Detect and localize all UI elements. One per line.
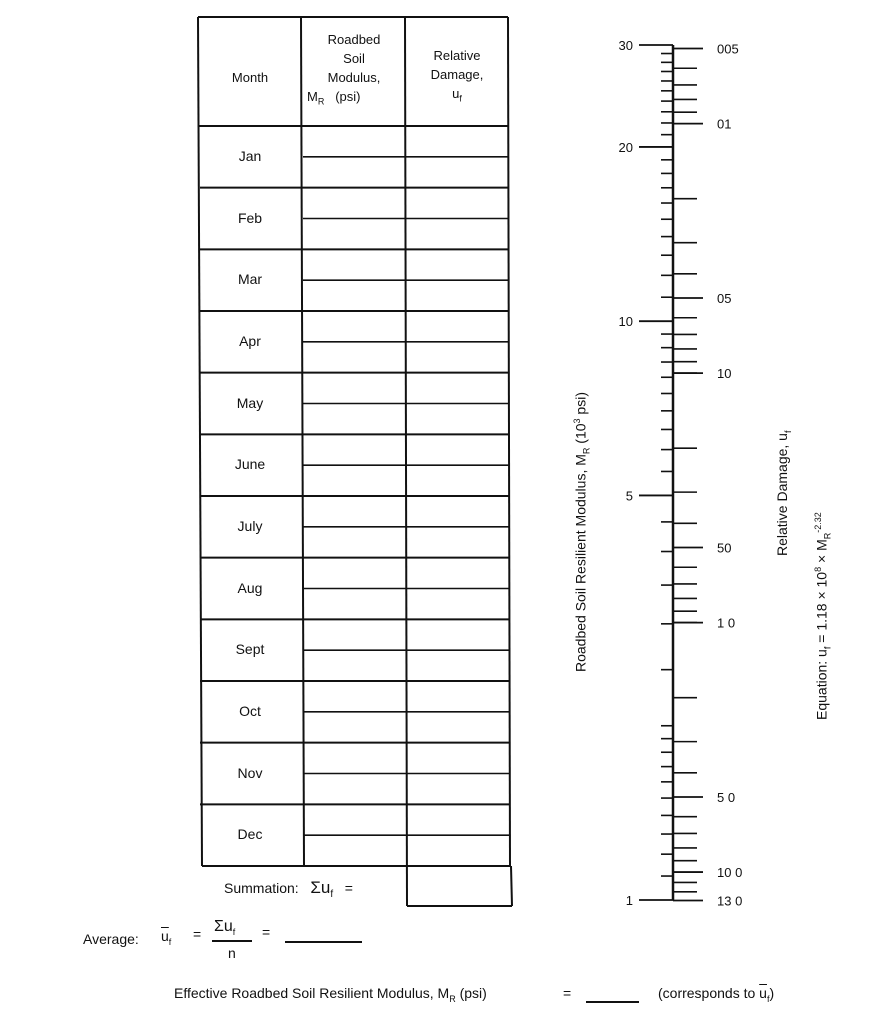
equation-prefix: Equation: u [813,649,830,720]
damage-tick-label: 01 [717,116,732,132]
damage-tick-label: 13 0 [717,893,743,909]
month-label: May [236,394,264,411]
damage-tick-label: 10 [717,366,732,382]
average-equals-2: = [262,924,271,940]
effective-text: Effective Roadbed Soil Resilient Modulus, M [174,985,450,1001]
average-u-sub: f [168,936,172,947]
damage-tick-label: 05 [717,290,732,306]
header-modulus-line3: Modulus, [327,70,381,85]
equation-sub2: R [822,532,833,540]
damage-tick-label: 1 0 [717,615,736,631]
header-mr-unit: (psi) [335,89,361,104]
equation-sup: -2.32 [813,512,823,533]
month-label: Jan [238,147,262,164]
month-label: Nov [237,764,263,781]
left-axis-unit-pre: (10 [572,423,589,448]
average-numerator-symbol: Σu [214,918,233,935]
left-axis-unit-sup: 3 [572,418,582,424]
month-label: Aug [237,579,263,596]
header-damage-line1: Relative [433,48,481,63]
summation-symbol: Σu [310,878,331,897]
left-axis-label [572,392,591,672]
month-label: Dec [237,826,263,843]
header-damage-line2: Damage, [430,67,484,82]
right-axis-label [774,431,793,556]
effective-note-u: $\overline{u}$ [759,985,767,1001]
header-month: Month [231,70,269,85]
average-equals-1: = [193,926,202,942]
right-axis-label-text: Relative Damage, u [774,433,790,556]
modulus-tick-label: 5 [625,488,633,504]
modulus-tick-label: 10 [618,314,633,330]
equation-label [813,512,832,720]
effective-sub: R [449,993,456,1004]
header-mr-symbol: M [307,89,318,104]
left-axis-label-sub: R [581,447,592,455]
equation-x: × M [813,539,830,567]
average-denominator: n [228,945,236,961]
equation-mid: = 1.18 × 10 [813,571,830,647]
month-label: Sept [235,641,265,658]
average-u-symbol: $\overline{u}$ [161,928,169,944]
effective-equals: = [563,985,572,1001]
damage-tick-label: 005 [717,41,739,57]
header-uf-symbol: u [452,86,460,101]
summation-sub: f [330,888,334,900]
average-numerator-sub: f [232,926,236,937]
month-label: Feb [237,209,263,226]
header-uf-sub: f [459,93,462,104]
equation-sup8: 8 [813,566,823,572]
left-axis-unit-post: psi) [572,392,589,419]
modulus-tick-label: 20 [618,139,633,155]
header-modulus-line1: Roadbed [327,32,381,47]
header-modulus-line2: Soil [343,51,365,66]
average-label: Average: [83,931,139,947]
modulus-tick-label: 1 [625,893,633,908]
header-mr-sub: R [317,96,325,107]
equation-sub: f [822,646,833,650]
damage-tick-label: 5 0 [717,789,736,805]
effective-note-prefix: (corresponds to [658,985,760,1001]
month-label: July [237,517,263,534]
left-axis-label-text: Roadbed Soil Resilient Modulus, M [572,454,589,672]
modulus-tick-label: 30 [618,38,633,53]
effective-note-suffix: ) [769,985,775,1001]
month-label: Apr [239,332,261,349]
summation-equals: = [344,880,353,896]
damage-tick-label: 50 [717,540,732,556]
month-label: June [234,456,266,473]
month-label: Oct [239,702,261,719]
right-axis-label-sub: f [782,430,793,434]
month-label: Mar [237,271,263,288]
summation-text: Summation: [224,880,299,896]
effective-note-sub: f [766,993,770,1004]
damage-tick-label: 10 0 [717,865,743,881]
effective-unit: (psi) [459,985,487,1001]
